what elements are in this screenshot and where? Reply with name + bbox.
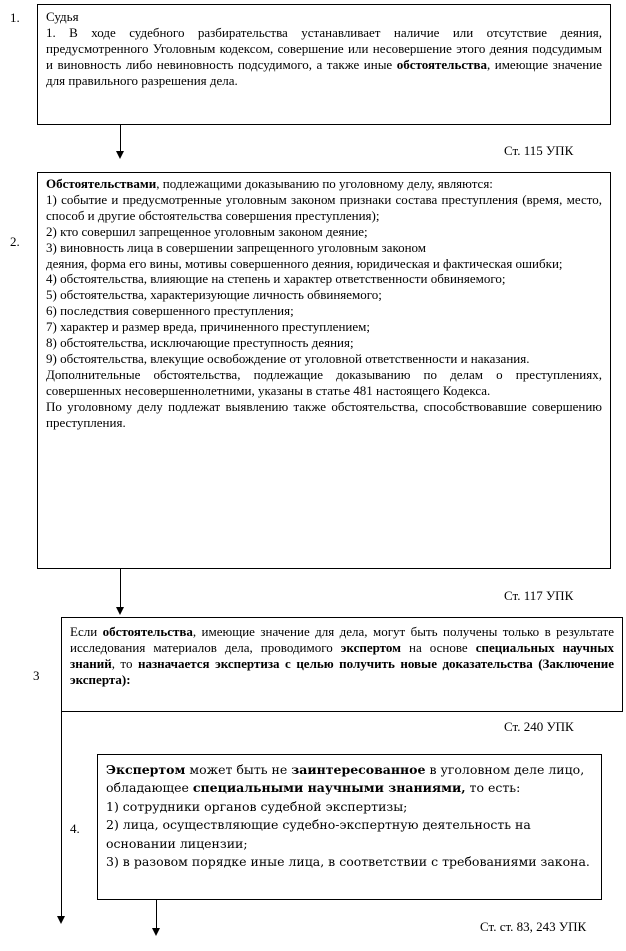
expert-item: 3) в разовом порядке иные лица, в соответствии с требованиями закона. [106,854,590,870]
circumstance-item: 5) обстоятельства, характеризующие личность обвиняемого; [46,287,382,303]
arrow-down-icon [152,928,160,936]
judge-title: Судья [46,9,79,24]
circumstance-item: 6) последствия совершенного преступления; [46,303,294,319]
circumstance-item: 3) виновность лица в совершении запрещенного уголовным законом [46,239,427,255]
judge-box [37,4,611,125]
step-number-2: 2. [10,234,20,249]
article-ref-115: Ст. 115 УПК [504,143,574,158]
article-ref-83-243: Ст. ст. 83, 243 УПК [480,919,587,934]
circumstance-item: 1) событие и предусмотренные уголовным законом признаки состава преступления (время, место, способ и другие обстоятельства совершения преступления); [46,191,602,223]
judge-text: 1. В ходе судебного разбирательства устанавливает наличие или отсутствие деяния, предусмотренного Уголовным кодексом, совершение или несовершение этого деяния подсудимым и виновность либо невиновность подсудимого, а также иные обстоятельства, имеющие значение для правильного разрешения дела. [46,24,603,88]
circumstances-intro: Обстоятельствами, подлежащими доказыванию по уголовному делу, являются: [46,176,493,191]
arrow-down-icon [116,151,124,159]
circumstance-item: 8) обстоятельства, исключающие преступность деяния; [46,335,354,351]
circumstance-item: 7) характер и размер вреда, причиненного преступлением; [46,319,370,335]
expert-intro: Экспертом может быть не заинтересованное в уголовном деле лицо, обладающее специальными научными знаниями, то есть: [106,762,585,796]
expert-item: 2) лица, осуществляющие судебно-экспертную деятельность на основании лицензии; [106,817,531,851]
step-number-4: 4. [70,821,80,836]
arrow-down-icon [57,916,65,924]
article-ref-117: Ст. 117 УПК [504,588,574,603]
circumstance-item: 9) обстоятельства, влекущие освобождение от уголовной ответственности и наказания. [46,350,530,366]
step-number-3: 3 [33,668,40,683]
arrow-down-icon [116,607,124,615]
circumstances-box [37,172,611,569]
expertise-box [61,617,623,712]
circumstance-extra: Дополнительные обстоятельства, подлежащие доказыванию по делам о преступлениях, совершенных несовершеннолетними, указаны в статье 481 настоящего Кодекса. [46,366,602,398]
connector-line-1 [120,125,121,151]
connector-line-3 [61,712,62,916]
expertise-text: Если обстоятельства, имеющие значение для дела, могут быть получены только в результате исследования материалов дела, проводимого экспертом на основе специальных научных знаний, то назначается экспертиза с целью получить новые доказательства (Заключение эксперта): [70,624,615,687]
connector-line-4 [156,900,157,928]
circumstance-item: деяния, форма его вины, мотивы совершенного деяния, юридическая и фактическая ошибки; [46,255,563,271]
connector-line-2 [120,569,121,607]
circumstance-item: 2) кто совершил запрещенное уголовным законом деяние; [46,223,368,239]
circumstance-extra: По уголовному делу подлежат выявлению также обстоятельства, способствовавшие совершению преступления. [46,398,602,430]
circumstance-item: 4) обстоятельства, влияющие на степень и характер ответственности обвиняемого; [46,271,506,287]
expert-item: 1) сотрудники органов судебной экспертизы; [106,798,408,814]
expert-box [97,754,602,900]
step-number-1: 1. [10,10,20,25]
article-ref-240: Ст. 240 УПК [504,719,574,734]
